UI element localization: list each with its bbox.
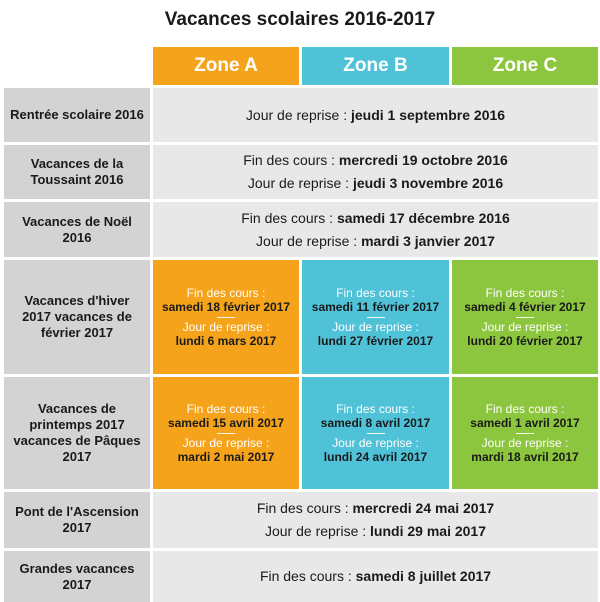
reprise-date: lundi 20 février 2017 bbox=[467, 334, 583, 348]
row-label-noel: Vacances de Noël 2016 bbox=[4, 202, 150, 257]
fin-date: samedi 4 février 2017 bbox=[464, 300, 586, 314]
rentree-dates bbox=[153, 88, 598, 142]
fin-label: Fin des cours : bbox=[256, 500, 353, 516]
printemps-zone-b bbox=[302, 377, 449, 489]
ete-dates bbox=[153, 551, 598, 602]
hiver-zone-b bbox=[302, 260, 449, 374]
fin-label: Fin des cours : bbox=[336, 402, 415, 416]
reprise-date: lundi 29 mai 2017 bbox=[370, 523, 486, 539]
holiday-table bbox=[4, 47, 598, 602]
fin-label: Fin des cours : bbox=[336, 286, 415, 300]
hiver-zone-c bbox=[452, 260, 598, 374]
table-corner bbox=[4, 47, 150, 85]
reprise-date: mardi 3 janvier 2017 bbox=[361, 232, 495, 249]
reprise-date: mardi 18 avril 2017 bbox=[471, 450, 579, 464]
row-label-rentree: Rentrée scolaire 2016 bbox=[4, 88, 150, 142]
fin-date: mercredi 24 mai 2017 bbox=[352, 500, 495, 516]
reprise-label: Jour de reprise : bbox=[245, 106, 351, 123]
fin-label: Fin des cours : bbox=[186, 286, 266, 300]
separator bbox=[516, 433, 534, 434]
fin-date: samedi 17 décembre 2016 bbox=[336, 209, 510, 226]
separator bbox=[516, 317, 534, 318]
reprise-label: Jour de reprise : bbox=[182, 436, 270, 450]
printemps-zone-a bbox=[153, 377, 299, 489]
separator bbox=[217, 433, 235, 434]
zone-b-header: Zone B bbox=[302, 47, 449, 85]
noel-dates bbox=[153, 202, 598, 257]
fin-label: Fin des cours : bbox=[485, 402, 565, 416]
fin-label: Fin des cours : bbox=[243, 152, 339, 168]
fin-label: Fin des cours : bbox=[241, 209, 337, 226]
separator bbox=[367, 317, 385, 318]
reprise-label: Jour de reprise : bbox=[247, 175, 353, 191]
printemps-zone-c bbox=[452, 377, 598, 489]
row-label-ete: Grandes vacances 2017 bbox=[4, 551, 150, 602]
fin-date: samedi 1 avril 2017 bbox=[470, 416, 580, 430]
reprise-label: Jour de reprise : bbox=[264, 523, 371, 539]
reprise-date: lundi 6 mars 2017 bbox=[175, 334, 277, 348]
zone-a-header: Zone A bbox=[153, 47, 299, 85]
separator bbox=[367, 433, 385, 434]
ascension-dates bbox=[153, 492, 598, 548]
page-title: Vacances scolaires 2016-2017 bbox=[164, 9, 436, 30]
reprise-label: Jour de reprise : bbox=[481, 436, 569, 450]
fin-date: samedi 8 avril 2017 bbox=[320, 416, 431, 430]
fin-date: mercredi 19 octobre 2016 bbox=[338, 152, 508, 168]
reprise-label: Jour de reprise : bbox=[481, 320, 569, 334]
separator bbox=[217, 317, 235, 318]
fin-label: Fin des cours : bbox=[259, 568, 356, 584]
fin-date: samedi 15 avril 2017 bbox=[167, 416, 285, 430]
fin-date: samedi 18 février 2017 bbox=[161, 300, 291, 314]
reprise-date: jeudi 3 novembre 2016 bbox=[352, 175, 504, 191]
reprise-label: Jour de reprise : bbox=[332, 436, 419, 450]
reprise-date: mardi 2 mai 2017 bbox=[177, 450, 275, 464]
reprise-date: jeudi 1 septembre 2016 bbox=[350, 106, 506, 123]
reprise-date: lundi 24 avril 2017 bbox=[323, 450, 428, 464]
hiver-zone-a bbox=[153, 260, 299, 374]
row-label-ascension: Pont de l'Ascension 2017 bbox=[4, 492, 150, 548]
reprise-label: Jour de reprise : bbox=[182, 320, 270, 334]
fin-date: samedi 8 juillet 2017 bbox=[355, 568, 492, 584]
fin-date: samedi 11 février 2017 bbox=[311, 300, 440, 314]
zone-c-header: Zone C bbox=[452, 47, 598, 85]
toussaint-dates bbox=[153, 145, 598, 199]
reprise-date: lundi 27 février 2017 bbox=[317, 334, 434, 348]
row-label-toussaint: Vacances de la Toussaint 2016 bbox=[4, 145, 150, 199]
reprise-label: Jour de reprise : bbox=[256, 232, 362, 249]
reprise-label: Jour de reprise : bbox=[332, 320, 419, 334]
fin-label: Fin des cours : bbox=[186, 402, 266, 416]
row-label-printemps: Vacances de printemps 2017 vacances de Pâques 2017 bbox=[4, 377, 150, 489]
row-label-hiver: Vacances d'hiver 2017 vacances de février 2017 bbox=[4, 260, 150, 374]
fin-label: Fin des cours : bbox=[485, 286, 565, 300]
